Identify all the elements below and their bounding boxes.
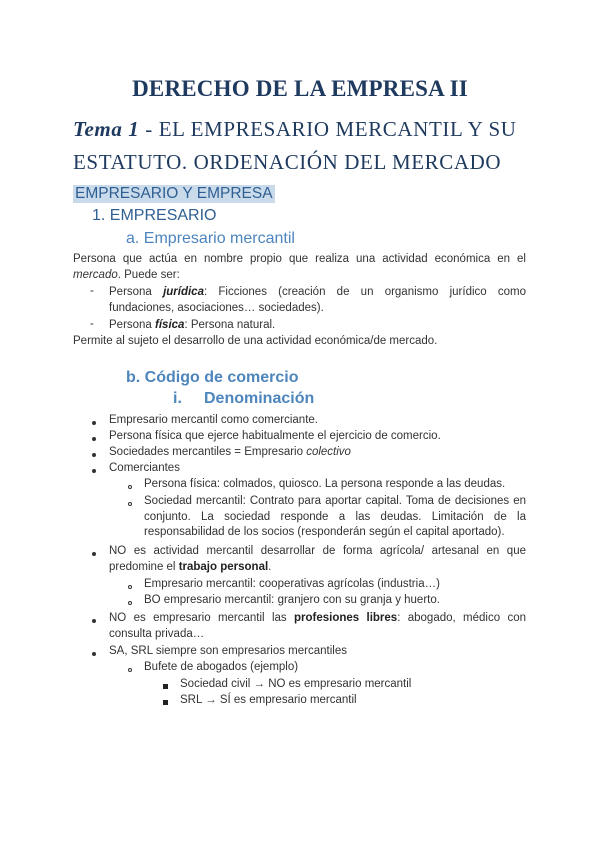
topic-separator: - bbox=[139, 117, 159, 141]
topic-title-part-1: EL EMPRESARIO MERCANTIL Y SU bbox=[158, 117, 517, 141]
document-title: DERECHO DE LA EMPRESA II bbox=[132, 76, 468, 101]
sub-bullet-bufete: Bufete de abogados (ejemplo) bbox=[144, 661, 299, 673]
sub-bullet-icon bbox=[128, 668, 132, 672]
bullet-item-sa-srl: SA, SRL siempre son empresarios mercantiles bbox=[109, 645, 347, 657]
bullet-item-end: : abogado, médico con consulta privada… bbox=[109, 612, 527, 640]
bullet-item-bold: profesiones libres bbox=[293, 612, 398, 624]
topic-heading-line-1 bbox=[73, 117, 553, 142]
sub-sub-bullet-srl: SRL → SÍ es empresario mercantil bbox=[180, 694, 357, 706]
bullet-icon bbox=[92, 453, 96, 457]
paragraph-definition-italic: mercado bbox=[73, 268, 118, 281]
sub-bullet-icon bbox=[128, 485, 132, 489]
bullet-icon bbox=[92, 469, 96, 473]
sub-bullet-persona-fisica: Persona física: colmados, quiosco. La persona responde a las deudas. bbox=[144, 478, 506, 490]
heading-denominacion bbox=[173, 390, 315, 408]
list-item-prefix: Persona bbox=[109, 286, 164, 298]
bullet-item-profesiones-libres bbox=[109, 611, 526, 642]
paragraph-definition-end: . Puede ser: bbox=[117, 268, 180, 281]
sub-bullet-cooperativas: Empresario mercantil: cooperativas agrícolas (industria…) bbox=[144, 578, 440, 590]
list-item-persona-juridica bbox=[109, 285, 526, 316]
dash-marker: - bbox=[90, 285, 94, 297]
list-item-term: física bbox=[155, 319, 185, 331]
bullet-item-comerciante: Empresario mercantil como comerciante. bbox=[109, 414, 318, 426]
sub-bullet-icon bbox=[128, 585, 132, 589]
section-heading-highlighted: EMPRESARIO Y EMPRESA bbox=[75, 185, 273, 202]
bullet-item-text: Sociedades mercantiles = Empresario bbox=[109, 446, 307, 458]
list-item-description: : Ficciones (creación de un organismo jurídico como fundaciones, asociaciones… sociedades). bbox=[109, 286, 527, 314]
bullet-item-sociedades bbox=[109, 445, 526, 461]
heading-denominacion-text: Denominación bbox=[204, 390, 315, 407]
bullet-item-bold: trabajo personal bbox=[178, 560, 269, 573]
paragraph-development: Permite al sujeto el desarrollo de una actividad económica/de mercado. bbox=[73, 335, 438, 347]
sub-bullet-icon bbox=[128, 601, 132, 605]
sub-bullet-icon bbox=[128, 502, 132, 506]
sub-sub-bullet-icon bbox=[163, 684, 168, 689]
bullet-item-text: NO es actividad mercantil desarrollar de forma agrícola/ artesanal en que predomine el bbox=[109, 545, 526, 573]
paragraph-definition-text: Persona que actúa en nombre propio que realiza una actividad económica en el bbox=[73, 253, 526, 265]
list-item-persona-fisica bbox=[109, 318, 526, 334]
sub-bullet-granjero: BO empresario mercantil: granjero con su granja y huerto. bbox=[144, 594, 440, 606]
heading-empresario-mercantil: a. Empresario mercantil bbox=[126, 230, 295, 247]
bullet-item-actividad-agricola bbox=[109, 544, 526, 575]
bullet-icon bbox=[92, 652, 96, 656]
bullet-icon bbox=[92, 619, 96, 623]
dash-marker: - bbox=[90, 318, 94, 330]
list-item-description: : Persona natural. bbox=[184, 319, 276, 331]
bullet-item-end: . bbox=[268, 560, 272, 573]
bullet-icon bbox=[92, 421, 96, 425]
list-item-term: jurídica bbox=[163, 286, 204, 298]
heading-empresario: 1. EMPRESARIO bbox=[92, 207, 217, 224]
sub-sub-bullet-icon bbox=[163, 700, 168, 705]
sub-sub-bullet-sociedad-civil: Sociedad civil → NO es empresario mercantil bbox=[180, 678, 412, 690]
bullet-icon bbox=[92, 437, 96, 441]
paragraph-definition bbox=[73, 252, 526, 283]
bullet-item-italic: colectivo bbox=[306, 446, 351, 458]
bullet-icon bbox=[92, 552, 96, 556]
topic-heading-line-2: ESTATUTO. ORDENACIÓN DEL MERCADO bbox=[73, 150, 502, 174]
bullet-item-comerciantes: Comerciantes bbox=[109, 462, 180, 474]
heading-denominacion-number: i. bbox=[173, 390, 182, 407]
bullet-item-persona-fisica: Persona física que ejerce habitualmente el ejercicio de comercio. bbox=[109, 430, 441, 442]
topic-number: Tema 1 bbox=[73, 117, 140, 141]
list-item-prefix: Persona bbox=[109, 319, 156, 331]
heading-codigo-comercio: b. Código de comercio bbox=[126, 369, 299, 386]
bullet-item-text: NO es empresario mercantil las bbox=[109, 612, 294, 624]
sub-bullet-sociedad-mercantil: Sociedad mercantil: Contrato para aportar capital. Toma de decisiones en conjunto. La sociedad responde a las deudas. Limitación de la responsabilidad de los socios (responderán según el capital aportado). bbox=[144, 495, 526, 538]
